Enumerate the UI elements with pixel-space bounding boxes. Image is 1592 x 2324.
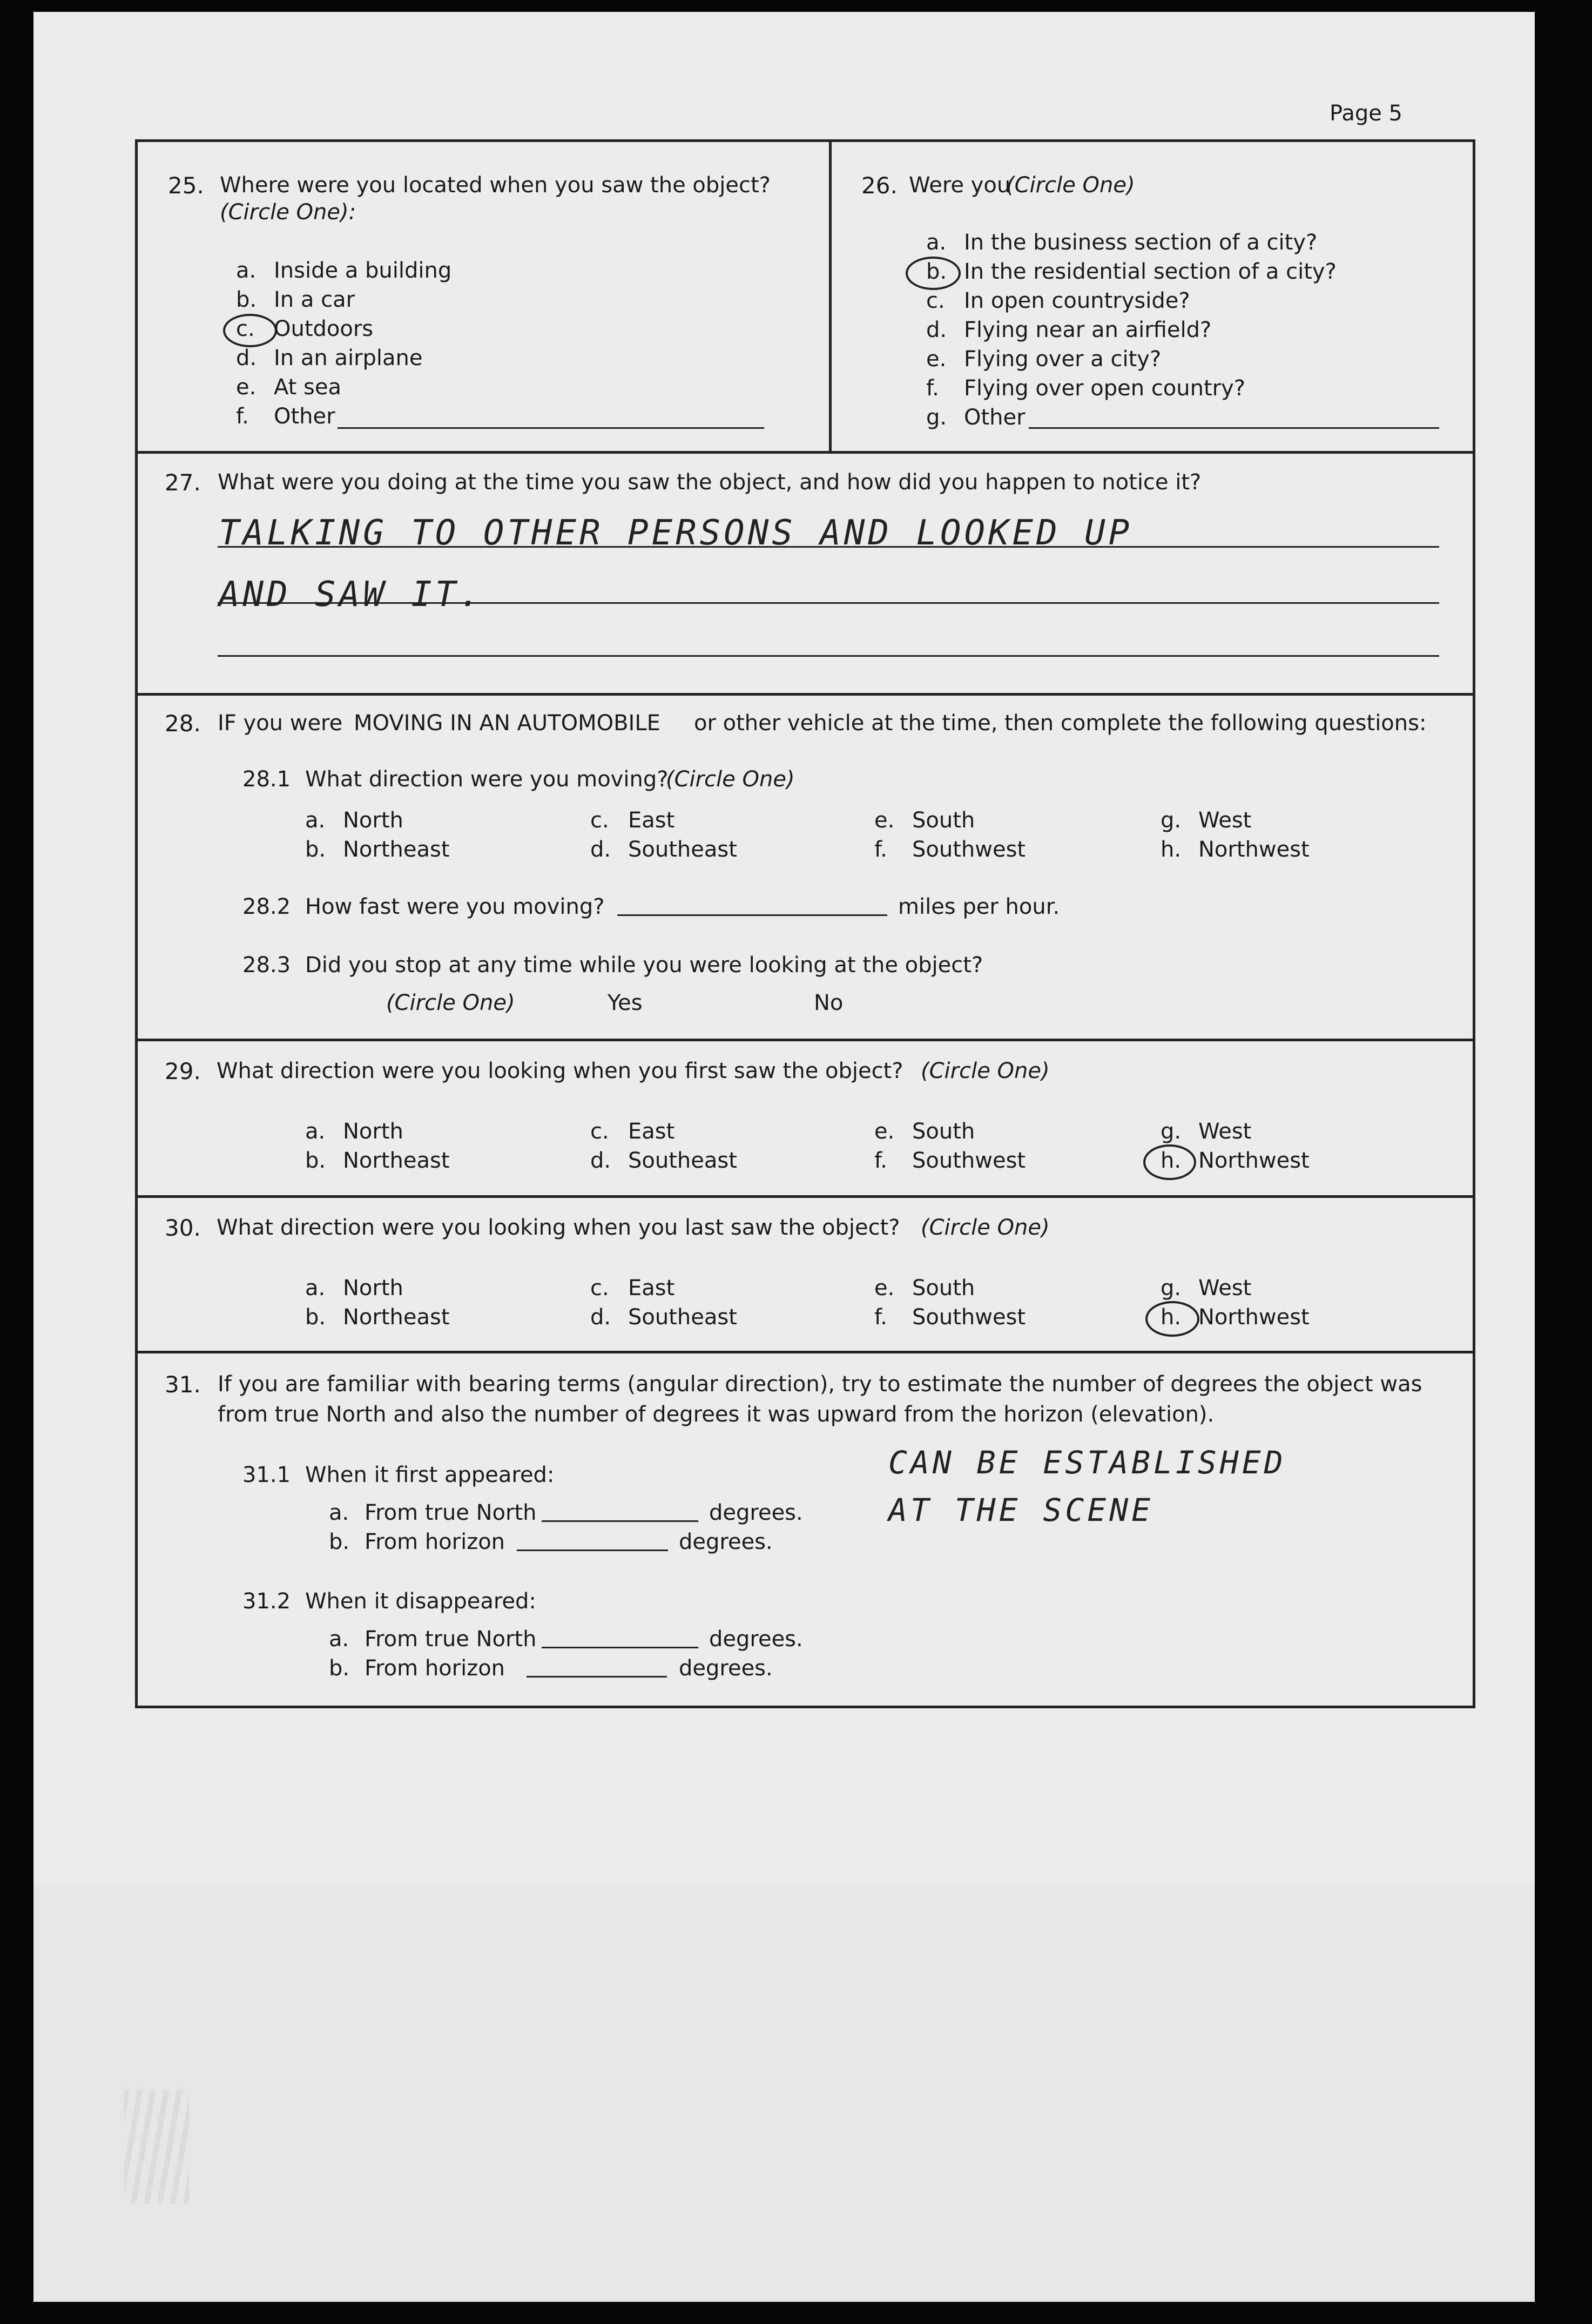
q28-2-number: 28.2: [242, 894, 291, 919]
q28-question-post: or other vehicle at the time, then complete the following questions:: [694, 711, 1427, 736]
q27-answer-line-3[interactable]: [218, 655, 1439, 657]
q25-option-b[interactable]: In a car: [274, 287, 355, 312]
q29-option-g-letter[interactable]: g.: [1161, 1119, 1182, 1144]
q26-option-g-letter[interactable]: g.: [926, 405, 947, 430]
paper-smudge: [124, 2090, 189, 2204]
column-divider: [829, 142, 832, 451]
q28-3-number: 28.3: [242, 953, 291, 978]
q28-1-option-h-letter[interactable]: h.: [1161, 837, 1182, 862]
q31-handwritten-note-1: CAN BE ESTABLISHED: [888, 1444, 1286, 1481]
q26-instruction: (Circle One): [1006, 173, 1135, 198]
q31-2-b-label: From horizon: [365, 1656, 505, 1681]
q30-option-b-letter[interactable]: b.: [305, 1305, 326, 1330]
q28-question-caps: MOVING IN AN AUTOMOBILE: [354, 711, 660, 736]
q25-option-c[interactable]: Outdoors: [274, 316, 374, 341]
q28-1-option-f-letter[interactable]: f.: [874, 837, 887, 862]
q25-option-e[interactable]: At sea: [274, 375, 342, 400]
q31-2-number: 31.2: [242, 1589, 291, 1614]
q30-option-a-letter[interactable]: a.: [305, 1276, 326, 1301]
q31-2-label: When it disappeared:: [305, 1589, 536, 1614]
q28-2-suffix: miles per hour.: [898, 894, 1060, 919]
q29-number: 29.: [165, 1058, 201, 1084]
q26-option-e[interactable]: Flying over a city?: [964, 347, 1162, 372]
q29-option-northwest[interactable]: Northwest: [1198, 1148, 1310, 1173]
q30-option-h-letter[interactable]: h.: [1161, 1305, 1182, 1330]
q29-option-west[interactable]: West: [1198, 1119, 1252, 1144]
q26-option-c[interactable]: In open countryside?: [964, 288, 1190, 313]
q29-question: What direction were you looking when you first saw the object?: [217, 1059, 903, 1083]
q30-option-e-letter[interactable]: e.: [874, 1276, 895, 1301]
q28-1-option-g-letter[interactable]: g.: [1161, 808, 1182, 833]
q30-option-g-letter[interactable]: g.: [1161, 1276, 1182, 1301]
q27-question: What were you doing at the time you saw the object, and how did you happen to notice it?: [218, 470, 1202, 495]
q26-number: 26.: [861, 172, 898, 199]
q26-option-f-letter[interactable]: f.: [926, 376, 939, 401]
q30-option-southeast[interactable]: Southeast: [628, 1305, 737, 1330]
q27-number: 27.: [165, 469, 201, 496]
row-divider-31: [138, 1351, 1473, 1353]
q31-1-number: 31.1: [242, 1463, 291, 1487]
q26-option-b-letter[interactable]: b.: [926, 259, 947, 284]
q31-1-north-field[interactable]: [542, 1520, 698, 1522]
q27-handwritten-answer-2: AND SAW IT.: [219, 575, 483, 615]
q28-2-speed-field[interactable]: [617, 914, 887, 916]
q30-option-northeast[interactable]: Northeast: [343, 1305, 450, 1330]
q28-3-question: Did you stop at any time while you were looking at the object?: [305, 953, 983, 978]
q25-number: 25.: [168, 172, 204, 199]
q28-1-instruction: (Circle One): [666, 767, 795, 792]
q26-option-g[interactable]: Other: [964, 405, 1026, 430]
q25-option-a-letter[interactable]: a.: [236, 258, 257, 283]
q28-1-number: 28.1: [242, 767, 291, 792]
q28-2-question: How fast were you moving?: [305, 894, 605, 919]
q28-1-option-south[interactable]: South: [912, 808, 975, 833]
q29-option-northeast[interactable]: Northeast: [343, 1148, 450, 1173]
q29-option-h-letter[interactable]: h.: [1161, 1148, 1182, 1173]
q29-option-southwest[interactable]: Southwest: [912, 1148, 1026, 1173]
q28-1-option-northwest[interactable]: Northwest: [1198, 837, 1310, 862]
q25-option-e-letter[interactable]: e.: [236, 375, 257, 400]
q29-option-southeast[interactable]: Southeast: [628, 1148, 737, 1173]
questionnaire-form: [135, 139, 1475, 1708]
q31-1-a-label: From true North: [365, 1500, 537, 1525]
q28-1-option-b-letter[interactable]: b.: [305, 837, 326, 862]
q30-option-southwest[interactable]: Southwest: [912, 1305, 1026, 1330]
q28-1-option-east[interactable]: East: [628, 808, 675, 833]
q29-option-d-letter[interactable]: d.: [590, 1148, 611, 1173]
q26-option-b[interactable]: In the residential section of a city?: [964, 259, 1337, 284]
row-divider-29: [138, 1039, 1473, 1041]
q30-number: 30.: [165, 1215, 201, 1241]
q31-question-line-1: If you are familiar with bearing terms (angular direction), try to estimate the number of degrees the object was: [218, 1372, 1422, 1397]
q28-1-option-d-letter[interactable]: d.: [590, 837, 611, 862]
q27-answer-line-1[interactable]: [218, 546, 1439, 548]
q28-1-question: What direction were you moving?: [305, 767, 669, 792]
q31-1-b-label: From horizon: [365, 1530, 505, 1554]
q26-option-f[interactable]: Flying over open country?: [964, 376, 1246, 401]
q28-1-option-north[interactable]: North: [343, 808, 403, 833]
q26-option-a-letter[interactable]: a.: [926, 230, 947, 255]
row-divider-28: [138, 693, 1473, 696]
q28-number: 28.: [165, 710, 201, 737]
q31-handwritten-note-2: AT THE SCENE: [888, 1492, 1154, 1528]
q28-3-instruction: (Circle One): [386, 991, 515, 1015]
q26-option-a[interactable]: In the business section of a city?: [964, 230, 1318, 255]
q29-option-e-letter[interactable]: e.: [874, 1119, 895, 1144]
q28-1-option-e-letter[interactable]: e.: [874, 808, 895, 833]
q31-1-label: When it first appeared:: [305, 1463, 555, 1487]
q31-2-a-unit: degrees.: [709, 1627, 803, 1652]
q25-option-d-letter[interactable]: d.: [236, 346, 257, 371]
q29-option-a-letter[interactable]: a.: [305, 1119, 326, 1144]
q25-option-f-letter[interactable]: f.: [236, 404, 249, 429]
backing-sheet: [33, 1886, 1535, 2302]
q31-2-a-letter: a.: [329, 1627, 349, 1652]
q28-1-option-northeast[interactable]: Northeast: [343, 837, 450, 862]
q25-option-f[interactable]: Other: [274, 404, 335, 429]
q31-2-b-unit: degrees.: [679, 1656, 773, 1681]
q28-1-option-southwest[interactable]: Southwest: [912, 837, 1026, 862]
q26-option-e-letter[interactable]: e.: [926, 347, 947, 372]
q26-other-field[interactable]: [1029, 427, 1439, 429]
q27-handwritten-answer-1: TALKING TO OTHER PERSONS AND LOOKED UP: [219, 513, 1133, 553]
q30-option-c-letter[interactable]: c.: [590, 1276, 609, 1301]
q28-1-option-a-letter[interactable]: a.: [305, 808, 326, 833]
row-divider-27: [138, 451, 1473, 454]
row-divider-30: [138, 1195, 1473, 1198]
q25-other-field[interactable]: [338, 427, 764, 429]
q31-2-horizon-field[interactable]: [527, 1676, 667, 1678]
q30-option-east[interactable]: East: [628, 1276, 675, 1301]
q28-question-pre: IF you were: [218, 711, 343, 736]
q29-instruction: (Circle One): [921, 1059, 1050, 1083]
q25-question: Where were you located when you saw the object?: [220, 173, 771, 198]
q31-1-b-unit: degrees.: [679, 1530, 773, 1554]
q31-number: 31.: [165, 1371, 201, 1398]
q26-option-c-letter[interactable]: c.: [926, 288, 945, 313]
q25-instruction: (Circle One):: [220, 200, 356, 225]
q31-1-b-letter: b.: [329, 1530, 350, 1554]
q27-answer-line-2[interactable]: [218, 602, 1439, 604]
q30-option-northwest[interactable]: Northwest: [1198, 1305, 1310, 1330]
q29-option-south[interactable]: South: [912, 1119, 975, 1144]
q29-option-east[interactable]: East: [628, 1119, 675, 1144]
q30-option-d-letter[interactable]: d.: [590, 1305, 611, 1330]
q31-2-north-field[interactable]: [542, 1647, 698, 1648]
q30-option-south[interactable]: South: [912, 1276, 975, 1301]
q29-option-f-letter[interactable]: f.: [874, 1148, 887, 1173]
q30-option-f-letter[interactable]: f.: [874, 1305, 887, 1330]
q25-option-b-letter[interactable]: b.: [236, 287, 257, 312]
q29-option-north[interactable]: North: [343, 1119, 403, 1144]
q30-option-west[interactable]: West: [1198, 1276, 1252, 1301]
q31-question-line-2: from true North and also the number of degrees it was upward from the horizon (elevation).: [218, 1402, 1215, 1427]
q31-1-a-letter: a.: [329, 1500, 349, 1525]
q26-option-d-letter[interactable]: d.: [926, 318, 947, 342]
q28-1-option-southeast[interactable]: Southeast: [628, 837, 737, 862]
q26-question: Were you: [909, 173, 1011, 198]
page-number: Page 5: [1330, 101, 1402, 126]
q25-option-d[interactable]: In an airplane: [274, 346, 423, 371]
q30-question: What direction were you looking when you last saw the object?: [217, 1215, 900, 1240]
q31-1-horizon-field[interactable]: [517, 1550, 668, 1551]
q31-1-a-unit: degrees.: [709, 1500, 803, 1525]
q29-option-b-letter[interactable]: b.: [305, 1148, 326, 1173]
q25-option-c-letter[interactable]: c.: [236, 316, 255, 341]
q29-option-c-letter[interactable]: c.: [590, 1119, 609, 1144]
q28-3-no[interactable]: No: [814, 991, 844, 1015]
q30-option-north[interactable]: North: [343, 1276, 403, 1301]
q31-2-a-label: From true North: [365, 1627, 537, 1652]
q30-instruction: (Circle One): [921, 1215, 1050, 1240]
q31-2-b-letter: b.: [329, 1656, 350, 1681]
q26-option-d[interactable]: Flying near an airfield?: [964, 318, 1212, 342]
q28-1-option-west[interactable]: West: [1198, 808, 1252, 833]
q28-3-yes[interactable]: Yes: [608, 991, 643, 1015]
q28-1-option-c-letter[interactable]: c.: [590, 808, 609, 833]
q25-option-a[interactable]: Inside a building: [274, 258, 452, 283]
